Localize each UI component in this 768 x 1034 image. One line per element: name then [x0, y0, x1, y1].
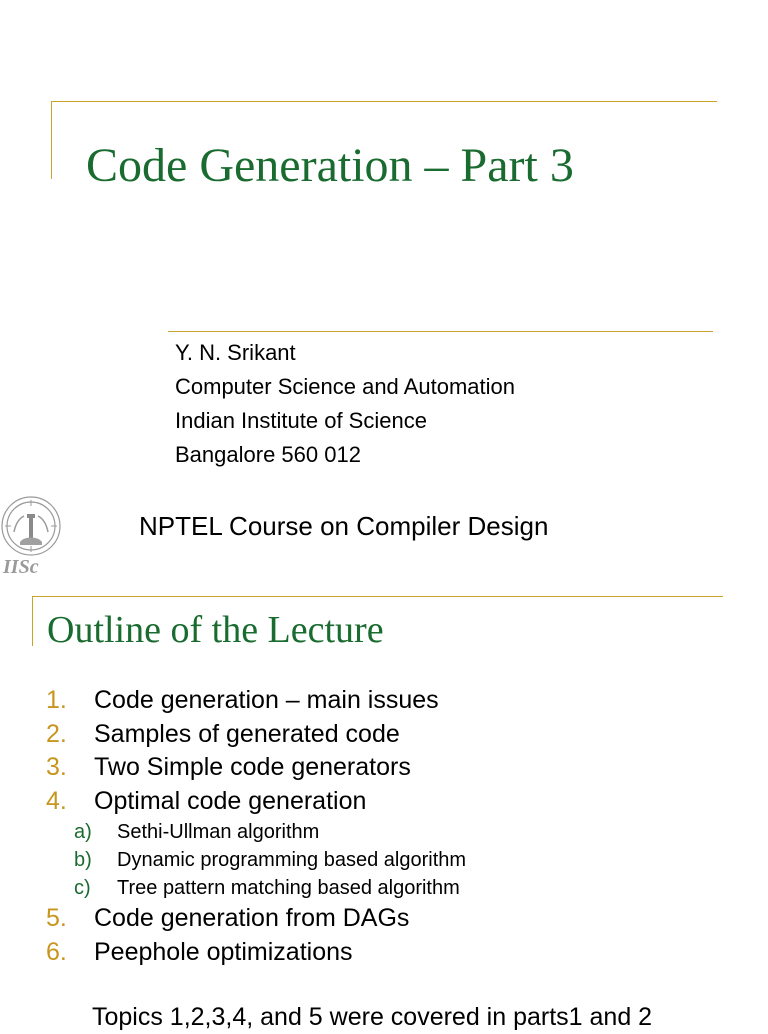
sub-item-letter: b) [74, 849, 92, 871]
list-item [46, 684, 746, 718]
course-name: NPTEL Course on Compiler Design [139, 511, 549, 541]
outline-slide [0, 588, 768, 1031]
coverage-note: Topics 1,2,3,4, and 5 were covered in parts1 and 2 [92, 1003, 653, 1031]
list-item [46, 785, 746, 819]
iisc-logo [0, 492, 64, 582]
item-number: 5. [46, 904, 67, 932]
list-item [46, 751, 746, 785]
sub-item-letter: c) [74, 877, 91, 899]
sub-item-text: Dynamic programming based algorithm [117, 849, 467, 871]
left-rule [32, 596, 33, 646]
sub-list-item [46, 846, 746, 874]
item-number: 2. [46, 719, 67, 748]
left-rule [51, 101, 52, 179]
item-text: Optimal code generation [94, 786, 367, 815]
item-text: Code generation from DAGs [94, 904, 410, 932]
sub-item-letter: a) [74, 821, 92, 843]
author-name: Y. N. Srikant [175, 340, 296, 365]
item-number: 4. [46, 786, 67, 815]
item-text: Code generation – main issues [94, 686, 439, 714]
item-text: Samples of generated code [94, 719, 400, 748]
item-number: 3. [46, 753, 67, 781]
author-city: Bangalore 560 012 [175, 442, 361, 467]
item-number: 6. [46, 937, 67, 966]
sub-list-item [46, 818, 746, 846]
outline-list [46, 684, 746, 969]
slide-title: Outline of the Lecture [47, 609, 384, 651]
top-rule [32, 596, 723, 597]
author-department: Computer Science and Automation [175, 374, 515, 399]
sub-item-text: Tree pattern matching based algorithm [117, 877, 460, 899]
sub-list-item [46, 874, 746, 902]
list-item [46, 902, 746, 936]
item-text: Two Simple code generators [94, 753, 411, 781]
item-number: 1. [46, 686, 67, 714]
list-item [46, 936, 746, 970]
item-text: Peephole optimizations [94, 937, 353, 966]
author-institute: Indian Institute of Science [175, 408, 427, 433]
author-rule [168, 331, 713, 332]
top-rule [51, 101, 717, 102]
logo-text: IISc [3, 556, 39, 578]
sub-item-text: Sethi-Ullman algorithm [117, 821, 320, 843]
slide-title: Code Generation – Part 3 [86, 139, 574, 192]
author-block [175, 336, 515, 472]
list-item [46, 718, 746, 752]
